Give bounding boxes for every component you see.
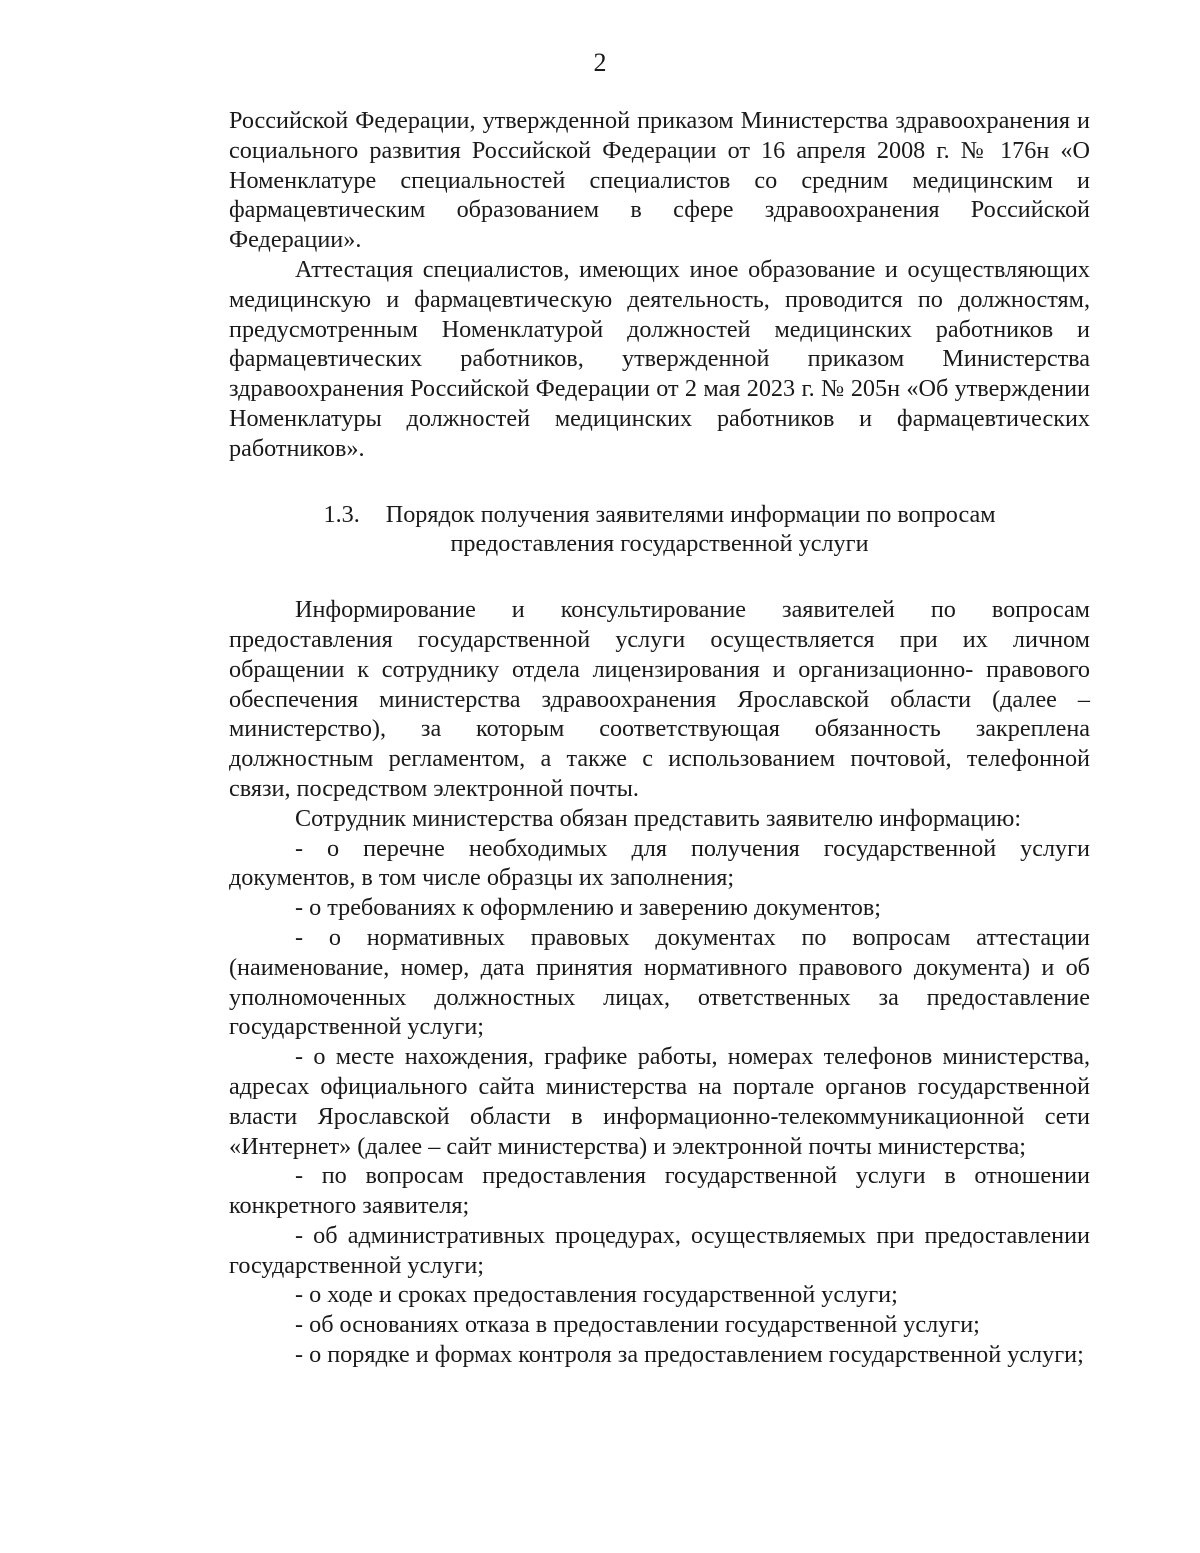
- list-item-document-requirements: - о требованиях к оформлению и заверению документов;: [295, 894, 882, 922]
- list-item-specific-applicant: - по вопросам предоставления государственной услуги в отношении конкретного заявителя;: [229, 1162, 1090, 1220]
- page-number: 2: [593, 48, 607, 77]
- list-item-administrative-procedures: - об административных процедурах, осуществляемых при предоставлении государственной услуги;: [229, 1221, 1090, 1279]
- section-heading-line-1: [229, 500, 1090, 530]
- list-item-location-contacts: - о месте нахождения, графике работы, номерах телефонов министерства, адресах официального сайта министерства на портале органов государственной власти Ярославской области в информационно-телекоммуникационной сети «Интернет» (далее – сайт министерства) и электронной почты министерства;: [229, 1043, 1090, 1160]
- list-item-documents-list: - о перечне необходимых для получения государственной услуги документов, в том числе образцы их заполнения;: [229, 834, 1090, 892]
- paragraph-informing: Информирование и консультирование заявителей по вопросам предоставления государственной услуги осуществляется при их личном обращении к сотруднику отдела лицензирования и организационно- правового обеспечения министерства здравоохранения Ярославской области (далее – министерство), за которым соответствующая обязанность закреплена должностным регламентом, а также с использованием почтовой, телефонной связи, посредством электронной почты.: [229, 596, 1090, 802]
- list-item-refusal-grounds: - об основаниях отказа в предоставлении государственной услуги;: [295, 1311, 980, 1339]
- section-number: 1.3.: [323, 500, 360, 528]
- section-title-line-2: предоставления государственной услуги: [450, 530, 869, 558]
- document-body: [229, 106, 1090, 1370]
- paragraph-employee-obligation: Сотрудник министерства обязан представить заявителю информацию:: [295, 804, 1022, 832]
- list-item-control-procedure: - о порядке и формах контроля за предоставлением государственной услуги;: [295, 1341, 1084, 1369]
- section-title-line-1: Порядок получения заявителями информации по вопросам: [385, 500, 996, 528]
- paragraph-attestation-other-education: Аттестация специалистов, имеющих иное образование и осуществляющих медицинскую и фармацевтическую деятельность, проводится по должностям, предусмотренным Номенклатурой должностей медицинских работников и фармацевтических работников, утвержденной приказом Министерства здравоохранения Российской Федерации от 2 мая 2023 г. № 205н «Об утверждении Номенклатуры должностей медицинских работников и фармацевтических работников».: [229, 255, 1090, 462]
- section-heading-1-3: [229, 500, 1090, 560]
- paragraph-nomenclature-reference: Российской Федерации, утвержденной приказом Министерства здравоохранения и социального развития Российской Федерации от 16 апреля 2008 г. № 176н «О Номенклатуре специальностей специалистов со средним медицинским и фармацевтическим образованием в сфере здравоохранения Российской Федерации».: [229, 107, 1090, 254]
- list-item-regulatory-documents: - о нормативных правовых документах по вопросам аттестации (наименование, номер, дата принятия нормативного правового документа) и об уполномоченных должностных лицах, ответственных за предоставление государственной услуги;: [229, 923, 1090, 1041]
- list-item-progress-terms: - о ходе и сроках предоставления государственной услуги;: [295, 1281, 898, 1309]
